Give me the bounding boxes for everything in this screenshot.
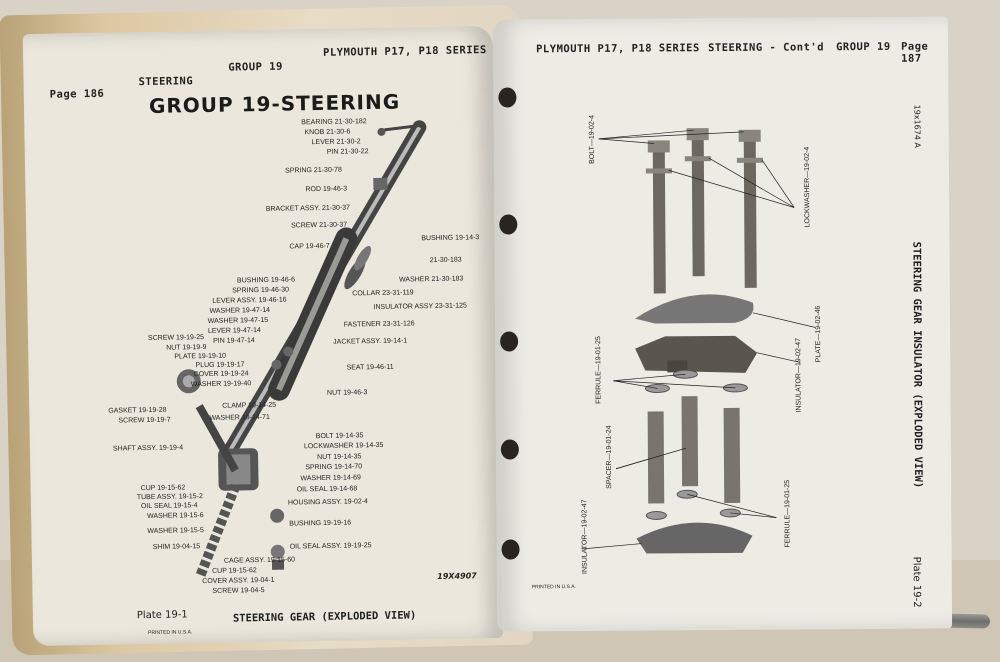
right-label-bolt: BOLT—19-02-4	[588, 114, 596, 164]
left-section: STEERING	[138, 75, 194, 89]
label-plate-left: PLATE 19-19-10	[174, 352, 227, 361]
label-bushing-top: BUSHING 19-14-3	[421, 234, 480, 243]
label-lockwasher: LOCKWASHER 19-14-35	[303, 441, 384, 451]
right-group: GROUP 19	[836, 40, 891, 54]
label-screw-left: SCREW 19-19-25	[147, 334, 205, 343]
label-screw-top: SCREW 21-30-37	[291, 221, 348, 230]
label-cover: COVER 19-19-24	[193, 370, 249, 379]
label-cover2: COVER ASSY. 19-04-1	[202, 576, 275, 586]
left-plate-number: Plate 19-1	[136, 609, 188, 622]
label-lever-top: LEVER 21-30-2	[311, 138, 361, 147]
left-page	[23, 26, 504, 646]
label-screw-left2: SCREW 19-19-7	[118, 416, 171, 425]
right-page-number: Page 187	[901, 40, 929, 65]
label-cap: CAP 19-46-7	[289, 242, 330, 251]
label-washer-left: WASHER 19-19-40	[190, 380, 252, 389]
steering-gear-diagram	[23, 26, 504, 646]
label-cage: CAGE ASSY. 19-15-60	[223, 556, 296, 565]
left-series: PLYMOUTH P17, P18 SERIES	[322, 44, 487, 59]
label-screw-bot: SCREW 19-04-5	[212, 587, 265, 595]
label-oil-seal3: OIL SEAL ASSY. 19-19-25	[289, 542, 372, 551]
label-jacket: JACKET ASSY. 19-14-1	[333, 337, 408, 346]
right-label-plate: PLATE—19-02-46	[814, 305, 823, 363]
label-spring-low: SPRING 19-14-70	[305, 463, 363, 472]
label-plug: PLUG 19-19-17	[195, 361, 245, 370]
left-footer: PRINTED IN U.S.A.	[148, 629, 193, 637]
right-series: PLYMOUTH P17, P18 SERIES	[536, 42, 700, 56]
label-washer-s: WASHER 19-15-6	[147, 512, 204, 521]
label-washer-top: WASHER 21-30-183	[398, 275, 464, 284]
label-washer-mid2: WASHER 19-47-15	[207, 316, 269, 325]
label-lever-mid: LEVER 19-47-14	[207, 327, 261, 335]
label-knob: KNOB 21-30-6	[304, 128, 351, 137]
right-label-ferrule-bot: FERRULE—19-01-25	[784, 479, 792, 548]
label-bushing-low: BUSHING 19-19-16	[289, 519, 352, 528]
label-bolt: BOLT 19-14-35	[315, 432, 364, 441]
right-label-insulator-top: INSULATOR—19-02-47	[795, 338, 803, 413]
label-collar: COLLAR 23-31-119	[352, 289, 414, 298]
label-fastener: FASTENER 23-31-126	[343, 320, 415, 329]
left-group: GROUP 19	[228, 60, 283, 74]
insulator-diagram	[493, 16, 952, 631]
right-section: STEERING - Cont'd	[708, 41, 825, 55]
label-nut-low: NUT 19-14-35	[317, 453, 362, 462]
label-spring-top: SPRING 21-30-78	[285, 166, 342, 175]
label-pin: PIN 21-30-22	[326, 148, 369, 156]
right-label-insulator-bot: INSULATOR—19-02-47	[581, 499, 589, 574]
label-washer-clamp: WASHER 19-14-71	[209, 413, 270, 422]
label-clamp: CLAMP 19-14-25	[222, 401, 277, 410]
label-oil-seal2: OIL SEAL 19-15-4	[140, 502, 198, 511]
left-drawing-number: 19X4907	[437, 571, 477, 581]
label-oil-seal: OIL SEAL 19-14-68	[296, 485, 358, 494]
label-pin-mid: PIN 19-47-14	[213, 337, 255, 345]
label-spring-mid: SPRING 19-46-30	[232, 286, 290, 295]
label-tube: TUBE ASSY. 19-15-2	[136, 493, 203, 502]
right-label-spacer: SPACER—19-01-24	[605, 425, 614, 489]
label-shim: SHIM 19-04-15	[152, 543, 201, 551]
left-caption: STEERING GEAR (EXPLODED VIEW)	[232, 609, 417, 625]
label-bracket: BRACKET ASSY. 21-30-37	[265, 204, 351, 213]
label-rod: ROD 19-46-3	[305, 185, 348, 194]
label-nut-mid: NUT 19-46-3	[326, 389, 368, 397]
right-plate-number: Plate 19-2	[910, 556, 922, 608]
label-housing: HOUSING ASSY. 19-02-4	[287, 498, 369, 507]
right-footer: PRINTED IN U.S.A.	[531, 584, 577, 591]
label-bushing-2: 21-30-183	[429, 256, 462, 265]
label-gasket: GASKET 19-19-28	[108, 406, 167, 415]
right-label-ferrule-top: FERRULE—19-01-25	[595, 336, 603, 404]
label-insulator: INSULATOR ASSY 23-31-125	[373, 302, 467, 312]
right-caption: STEERING GEAR INSULATOR (EXPLODED VIEW)	[910, 241, 925, 489]
label-washer-mid: WASHER 19-47-14	[209, 306, 271, 315]
left-page-number: Page 186	[49, 87, 105, 101]
label-lever-assy: LEVER ASSY. 19-46-16	[212, 296, 287, 305]
right-page	[493, 16, 952, 631]
label-bushing-mid: BUSHING 19-46-6	[236, 276, 296, 285]
label-shaft: SHAFT ASSY. 19-19-4	[112, 444, 184, 453]
right-label-lockwasher: LOCKWASHER—19-02-4	[803, 146, 812, 228]
right-drawing-number: 19x1674 A	[912, 104, 922, 148]
page-title: GROUP 19-STEERING	[148, 89, 401, 118]
label-washer-low: WASHER 19-14-69	[300, 474, 361, 483]
label-bearing: BEARING 21-30-182	[301, 118, 367, 127]
label-washer-s2: WASHER 19-15-5	[147, 527, 204, 536]
label-nut-left: NUT 19-19-9	[166, 343, 207, 352]
label-cup2: CUP 19-15-62	[212, 567, 257, 575]
label-cup: CUP 19-15-62	[140, 484, 186, 493]
label-seat: SEAT 19-46-11	[346, 363, 394, 372]
